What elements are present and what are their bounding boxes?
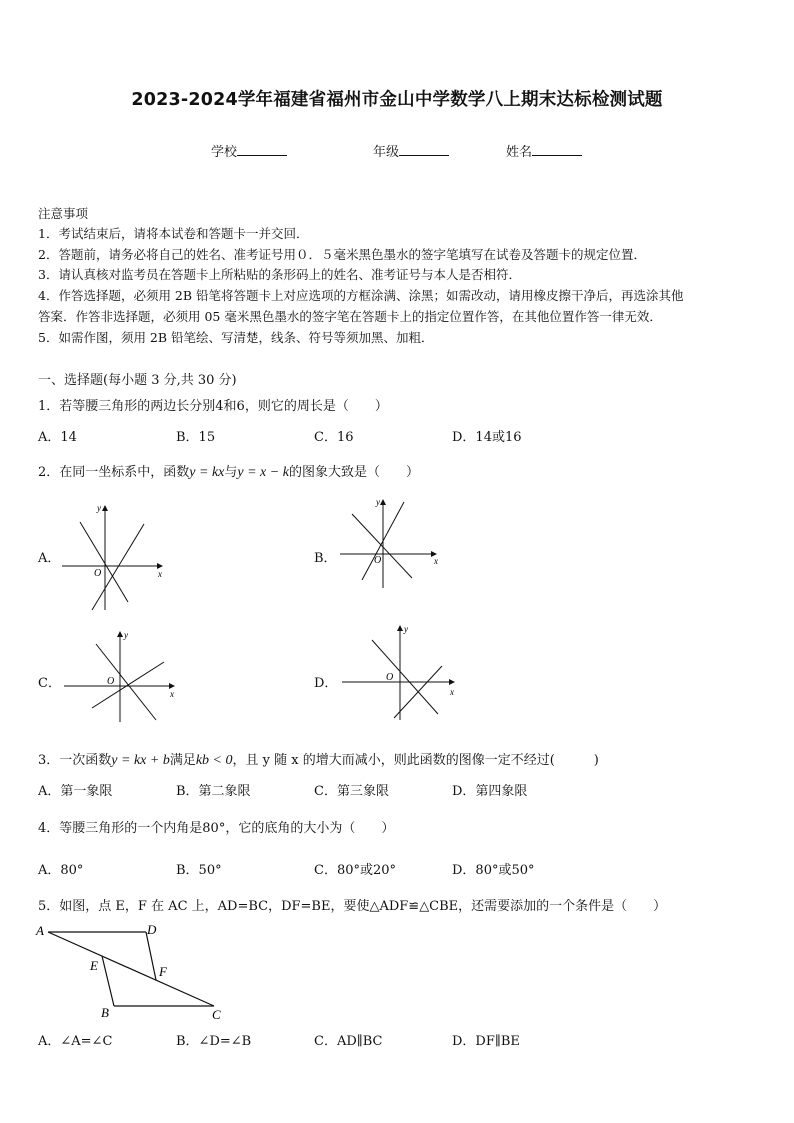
point-b-label: B: [101, 1005, 109, 1020]
page-title: 2023-2024学年福建省福州市金山中学数学八上期末达标检测试题: [131, 90, 663, 110]
question-1-stem: 1．若等腰三角形的两边长分别4和6，则它的周长是（ ）: [38, 399, 388, 414]
x-axis-label: x: [450, 687, 454, 697]
point-f-label: F: [159, 964, 167, 979]
q5-option-c[interactable]: C．AD∥BC: [314, 1034, 383, 1049]
q2-suffix: 的图象大致是（ ）: [288, 465, 419, 480]
notice-item: 5．如需作图，须用 2B 铅笔绘、写清楚，线条、符号等须加黑、加粗．: [38, 330, 434, 345]
q3-option-c[interactable]: C．第三象限: [314, 784, 389, 799]
question-3-stem: [38, 749, 599, 769]
question-2-stem: [38, 461, 419, 481]
q3-condition: kb < 0: [195, 753, 233, 768]
y-axis-label: y: [404, 624, 408, 634]
graph-line: [92, 524, 144, 610]
q3-prefix: 3．一次函数: [38, 753, 112, 768]
notice-item: 1．考试结束后，请将本试卷和答题卡一并交回．: [38, 226, 309, 241]
q3-option-d[interactable]: D．第四象限: [452, 784, 528, 799]
name-field: [506, 141, 582, 160]
origin-label: O: [374, 555, 382, 566]
q5-option-d[interactable]: D．DF∥BE: [452, 1034, 520, 1049]
origin-label: O: [107, 676, 115, 687]
notice-item: 4．作答选择题，必须用 2B 铅笔将答题卡上对应选项的方框涂满、涂黑；如需改动，请用橡皮擦干净后，再选涂其他: [38, 288, 684, 303]
point-d-label: D: [147, 922, 157, 937]
q3-option-b[interactable]: B．第二象限: [176, 784, 251, 799]
y-axis-label: y: [97, 503, 101, 513]
q2-graph-b[interactable]: [336, 494, 446, 590]
section-heading: 一、选择题(每小题 3 分,共 30 分): [38, 373, 237, 388]
school-label: 学校: [211, 145, 238, 160]
grade-blank[interactable]: [399, 143, 449, 156]
question-5-stem: 5．如图，点 E，F 在 AC 上，AD=BC，DF=BE，要使△ADF≌△CBE，还需要添加的一个条件是（ ）: [38, 899, 667, 914]
school-blank[interactable]: [237, 143, 287, 156]
q5-figure: [34, 918, 234, 1022]
name-label: 姓名: [506, 145, 533, 160]
name-blank[interactable]: [532, 143, 582, 156]
graph-line: [96, 644, 156, 720]
graph-line: [92, 662, 164, 708]
segment-be: [102, 956, 114, 1006]
grade-label: 年级: [373, 145, 400, 160]
q2-option-d-label[interactable]: D．: [314, 676, 338, 691]
segment-df: [146, 932, 156, 980]
q4-option-c[interactable]: C．80°或20°: [314, 863, 397, 878]
q4-option-b[interactable]: B．50°: [176, 863, 222, 878]
q2-function-1: y = kx: [189, 465, 225, 480]
notice-item: 3．请认真核对监考员在答题卡上所粘贴的条形码上的姓名、准考证号与本人是否相符．: [38, 267, 521, 282]
q1-option-d[interactable]: D．14或16: [452, 430, 522, 445]
grade-field: [373, 141, 449, 160]
x-axis-label: x: [434, 556, 438, 566]
y-axis-label: y: [376, 497, 380, 507]
q2-graph-d[interactable]: [338, 622, 458, 722]
graph-line: [352, 514, 412, 578]
y-axis-label: y: [124, 630, 128, 640]
q4-option-a[interactable]: A．80°: [38, 863, 84, 878]
notice-item: 2．答题前，请务必将自己的姓名、准考证号用０．５毫米黑色墨水的签字笔填写在试卷及答题卡的规定位置．: [38, 247, 646, 262]
school-field: [211, 141, 287, 160]
q2-mid: 与: [224, 465, 238, 480]
q3-option-a[interactable]: A．第一象限: [38, 784, 113, 799]
point-c-label: C: [212, 1007, 221, 1022]
q4-option-d[interactable]: D．80°或50°: [452, 863, 535, 878]
q2-graph-a[interactable]: [58, 498, 174, 616]
q5-option-a[interactable]: A．∠A=∠C: [38, 1034, 113, 1049]
x-axis-label: x: [170, 689, 174, 699]
origin-label: O: [386, 672, 394, 683]
q1-option-c[interactable]: C．16: [314, 430, 354, 445]
q1-option-b[interactable]: B．15: [176, 430, 216, 445]
origin-label: O: [94, 568, 102, 579]
q3-function: y = kx + b: [111, 753, 170, 768]
q5-option-b[interactable]: B．∠D=∠B: [176, 1034, 252, 1049]
q3-mid: 满足: [169, 753, 196, 768]
segment-ac: [48, 932, 214, 1006]
q2-graph-c[interactable]: [62, 628, 178, 724]
q3-suffix: ，且 y 随 x 的增大而减小，则此函数的图像一定不经过( ): [232, 753, 599, 768]
notice-item: 答案．作答非选择题，必须用 05 毫米黑色墨水的签字笔在答题卡上的指定位置作答，在其他位置作答一律无效．: [38, 309, 662, 324]
question-4-stem: 4．等腰三角形的一个内角是80°，它的底角的大小为（ ）: [38, 821, 395, 836]
q2-option-c-label[interactable]: C．: [38, 676, 61, 691]
notice-heading: 注意事项: [38, 206, 89, 221]
q2-prefix: 2．在同一坐标系中，函数: [38, 465, 190, 480]
point-a-label: A: [36, 923, 44, 938]
q2-option-b-label[interactable]: B．: [314, 551, 337, 566]
q2-function-2: y = x − k: [237, 465, 289, 480]
x-axis-label: x: [158, 569, 162, 579]
q2-option-a-label[interactable]: A．: [38, 551, 61, 566]
point-e-label: E: [90, 958, 98, 973]
graph-line: [372, 640, 438, 714]
q1-option-a[interactable]: A．14: [38, 430, 77, 445]
